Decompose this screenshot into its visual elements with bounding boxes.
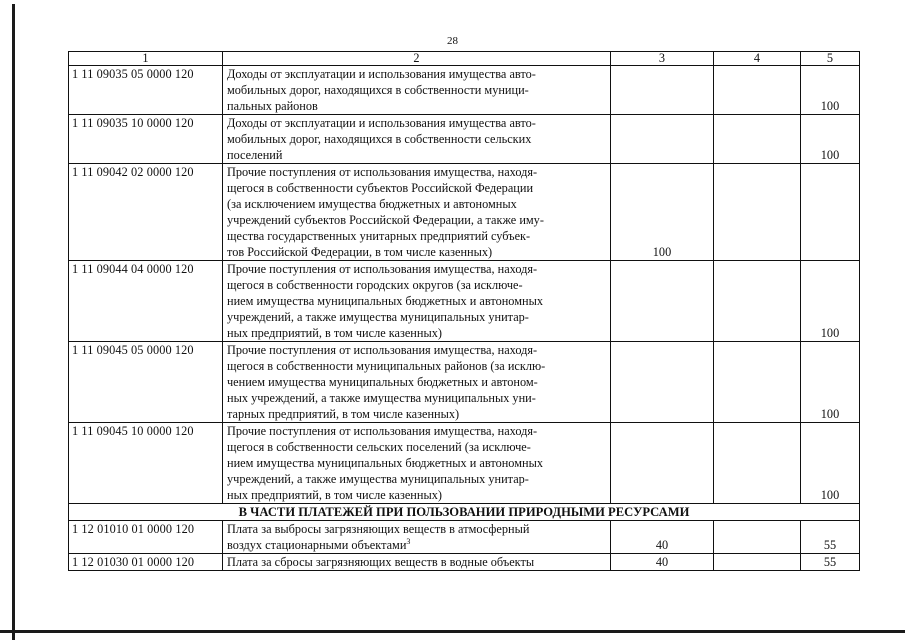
description-text: учреждений субъектов Российской Федерации, а также иму- [227,213,544,227]
description-text: тов Российской Федерации, в том числе казенных) [227,245,493,259]
description-text: Прочие поступления от использования имущества, находя- [227,165,538,179]
budget-code: 1 11 09045 10 0000 120 [69,423,223,504]
budget-code: 1 12 01010 01 0000 120 [69,521,223,554]
table-row [69,115,860,164]
table-row [69,261,860,342]
description-line [227,180,606,196]
revenue-description [223,66,611,115]
col5-value: 100 [801,423,860,504]
description-text: нием имущества муниципальных бюджетных и автономных [227,456,543,470]
budget-code: 1 11 09035 10 0000 120 [69,115,223,164]
revenue-description [223,342,611,423]
description-line [227,471,606,487]
description-text: чением имущества муниципальных бюджетных и автоном- [227,375,538,389]
budget-code: 1 12 01030 01 0000 120 [69,554,223,571]
column-header-4: 4 [714,52,801,66]
description-text: мобильных дорог, находящихся в собственности сельских [227,132,532,146]
description-line [227,147,606,163]
description-line [227,261,606,277]
table-body [69,52,860,571]
revenue-description [223,423,611,504]
col4-value [714,342,801,423]
scan-edge-bottom [0,630,905,633]
header-row [69,52,860,66]
column-header-5: 5 [801,52,860,66]
page-number: 28 [447,35,458,47]
description-text: Доходы от эксплуатации и использования имущества авто- [227,67,536,81]
table-row [69,164,860,261]
description-line [227,164,606,180]
table-row [69,66,860,115]
revenue-table [68,51,860,571]
description-line [227,196,606,212]
col4-value [714,115,801,164]
description-text: воздух стационарными объектами [227,538,407,552]
col4-value [714,66,801,115]
description-text: учреждений, а также имущества муниципальных унитар- [227,472,529,486]
col5-value: 100 [801,261,860,342]
description-text: пальных районов [227,99,318,113]
column-header-3: 3 [611,52,714,66]
description-text: ных предприятий, в том числе казенных) [227,488,442,502]
description-line [227,554,606,570]
col5-value: 100 [801,342,860,423]
description-line [227,228,606,244]
description-text: (за исключением имущества бюджетных и автономных [227,197,517,211]
col3-value [611,423,714,504]
description-text: щегося в собственности субъектов Российской Федерации [227,181,534,195]
description-line [227,537,606,553]
description-text: щегося в собственности городских округов (за исключе- [227,278,523,292]
description-line [227,293,606,309]
revenue-description [223,164,611,261]
col3-value [611,342,714,423]
description-line [227,244,606,260]
col5-value: 55 [801,554,860,571]
revenue-description [223,521,611,554]
description-text: щества государственных унитарных предприятий субъек- [227,229,531,243]
col5-value: 100 [801,115,860,164]
column-header-2: 2 [223,52,611,66]
description-line [227,342,606,358]
table-row [69,423,860,504]
budget-code: 1 11 09045 05 0000 120 [69,342,223,423]
description-line [227,374,606,390]
section-header-row [69,504,860,521]
description-text: мобильных дорог, находящихся в собственности муници- [227,83,529,97]
description-text: Доходы от эксплуатации и использования имущества авто- [227,116,536,130]
col3-value: 40 [611,554,714,571]
col4-value [714,521,801,554]
description-line [227,212,606,228]
description-line [227,131,606,147]
revenue-description [223,115,611,164]
col3-value [611,115,714,164]
column-header-1: 1 [69,52,223,66]
section-title: В ЧАСТИ ПЛАТЕЖЕЙ ПРИ ПОЛЬЗОВАНИИ ПРИРОДНЫМИ РЕСУРСАМИ [69,504,860,521]
description-line [227,325,606,341]
budget-code: 1 11 09044 04 0000 120 [69,261,223,342]
col4-value [714,554,801,571]
description-line [227,82,606,98]
col5-value: 55 [801,521,860,554]
description-line [227,406,606,422]
description-line [227,455,606,471]
description-text: тарных предприятий, в том числе казенных) [227,407,460,421]
description-text: Плата за сбросы загрязняющих веществ в водные объекты [227,555,535,569]
table-row [69,554,860,571]
description-line [227,358,606,374]
col3-value: 100 [611,164,714,261]
footnote-marker: 3 [406,536,411,546]
description-text: поселений [227,148,283,162]
description-line [227,487,606,503]
revenue-description [223,554,611,571]
description-text: нием имущества муниципальных бюджетных и автономных [227,294,543,308]
description-line [227,390,606,406]
scan-edge-left [12,4,15,640]
description-text: щегося в собственности сельских поселений (за исключе- [227,440,531,454]
description-text: Прочие поступления от использования имущества, находя- [227,424,538,438]
col5-value [801,164,860,261]
table-row [69,342,860,423]
description-text: Прочие поступления от использования имущества, находя- [227,262,538,276]
description-text: Плата за выбросы загрязняющих веществ в атмосферный [227,522,530,536]
col4-value [714,423,801,504]
description-line [227,115,606,131]
description-line [227,439,606,455]
col3-value: 40 [611,521,714,554]
description-line [227,423,606,439]
description-text: ных предприятий, в том числе казенных) [227,326,442,340]
description-text: ных учреждений, а также имущества муниципальных уни- [227,391,536,405]
description-line [227,277,606,293]
col4-value [714,164,801,261]
description-line [227,309,606,325]
description-line [227,66,606,82]
description-text: учреждений, а также имущества муниципальных унитар- [227,310,529,324]
budget-code: 1 11 09042 02 0000 120 [69,164,223,261]
budget-code: 1 11 09035 05 0000 120 [69,66,223,115]
table-row [69,521,860,554]
description-text: Прочие поступления от использования имущества, находя- [227,343,538,357]
description-text: щегося в собственности муниципальных районов (за исклю- [227,359,546,373]
col3-value [611,66,714,115]
col4-value [714,261,801,342]
col5-value: 100 [801,66,860,115]
description-line [227,98,606,114]
description-line [227,521,606,537]
revenue-description [223,261,611,342]
col3-value [611,261,714,342]
